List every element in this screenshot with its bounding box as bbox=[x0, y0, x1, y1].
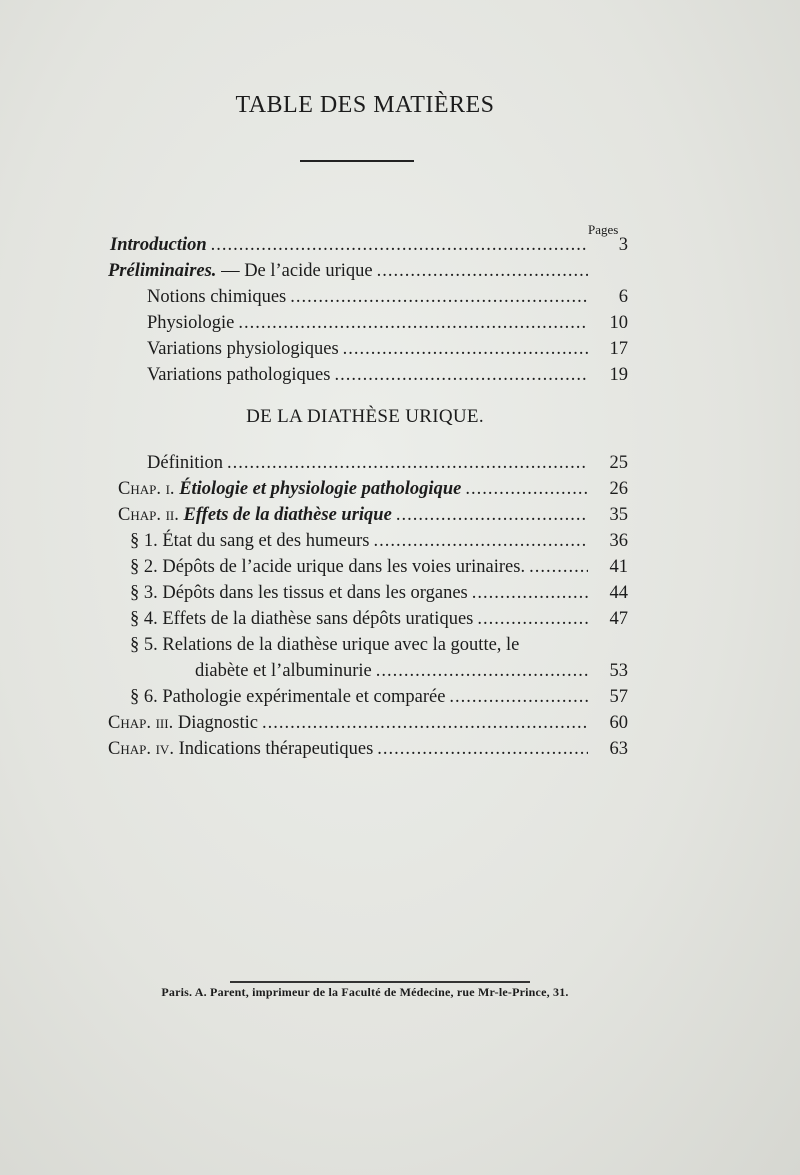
section-number: § 2. bbox=[130, 557, 158, 577]
dot-leader bbox=[373, 528, 588, 554]
toc-entry-label: § 3. Dépôts dans les tissus et dans les organes bbox=[130, 583, 468, 603]
dot-leader bbox=[343, 336, 588, 362]
toc-entry-notions-chimiques bbox=[147, 284, 628, 310]
toc-entry-definition bbox=[147, 450, 628, 476]
toc-entry-physiologie bbox=[147, 310, 628, 336]
dot-leader bbox=[449, 684, 588, 710]
toc-entry-page: 57 bbox=[609, 687, 628, 707]
section-number: § 5. bbox=[130, 635, 158, 655]
pages-column-label: Pages bbox=[588, 222, 619, 237]
toc-entry-label: § 1. État du sang et des humeurs bbox=[130, 531, 370, 551]
toc-entry-chap-4 bbox=[108, 736, 628, 762]
toc-entry-page: 19 bbox=[609, 365, 628, 385]
toc-entry-section-6 bbox=[130, 684, 628, 710]
dot-leader bbox=[472, 580, 588, 606]
toc-entry-page: 36 bbox=[609, 531, 628, 551]
toc-entry-label: Définition bbox=[147, 453, 224, 473]
chapter-number: Chap. iv. bbox=[108, 739, 174, 759]
toc-entry-section-5-cont bbox=[195, 658, 628, 684]
toc-entry-page: 44 bbox=[609, 583, 628, 603]
chapter-number: Chap. iii. bbox=[108, 713, 174, 733]
toc-entry-section-5 bbox=[130, 632, 519, 658]
toc-entry-label: Variations pathologiques bbox=[147, 365, 331, 385]
section-number: § 6. bbox=[130, 687, 158, 707]
toc-entry-section-2 bbox=[130, 554, 628, 580]
toc-entry-label: Variations physiologiques bbox=[147, 339, 339, 359]
toc-entry-page: 25 bbox=[609, 453, 628, 473]
toc-entry-preliminaires bbox=[108, 258, 628, 284]
toc-entry-page: 35 bbox=[609, 505, 628, 525]
toc-entry-page: 10 bbox=[609, 313, 628, 333]
toc-entry-label: Préliminaires. — De l’acide urique bbox=[108, 261, 373, 281]
section-number: § 1. bbox=[130, 531, 158, 551]
toc-entry-label: diabète et l’albuminurie bbox=[195, 661, 372, 681]
dot-leader bbox=[376, 658, 588, 684]
toc-entry-label: § 4. Effets de la diathèse sans dépôts uratiques bbox=[130, 609, 474, 629]
printer-imprint: Paris. A. Parent, imprimeur de la Faculté de Médecine, rue Mr-le-Prince, 31. bbox=[161, 985, 569, 999]
toc-entry-page: 26 bbox=[609, 479, 628, 499]
title-rule bbox=[300, 160, 414, 162]
toc-entry-section-3 bbox=[130, 580, 628, 606]
toc-entry-page: 60 bbox=[609, 713, 628, 733]
dot-leader bbox=[262, 710, 588, 736]
toc-entry-section-1 bbox=[130, 528, 628, 554]
toc-entry-label: Notions chimiques bbox=[147, 287, 287, 307]
footer-rule bbox=[230, 981, 530, 983]
dot-leader bbox=[211, 232, 588, 258]
toc-entry-page: 41 bbox=[609, 557, 628, 577]
toc-entry-label: § 2. Dépôts de l’acide urique dans les voies urinaires. bbox=[130, 557, 526, 577]
toc-entry-label: Physiologie bbox=[147, 313, 235, 333]
toc-entry-label: Chap. ii. Effets de la diathèse urique bbox=[118, 505, 392, 525]
section-heading: DE LA DIATHÈSE URIQUE. bbox=[246, 406, 484, 427]
dot-leader bbox=[377, 736, 588, 762]
dot-leader bbox=[227, 450, 588, 476]
toc-entry-label: Relations de la diathèse urique avec la goutte, le bbox=[162, 635, 520, 655]
toc-entry-page: 63 bbox=[609, 739, 628, 759]
toc-entry-variations-pathologiques bbox=[147, 362, 628, 388]
dot-leader bbox=[465, 476, 588, 502]
toc-entry-variations-physiologiques bbox=[147, 336, 628, 362]
toc-entry-label: Chap. i. Étiologie et physiologie pathologique bbox=[118, 479, 462, 499]
toc-entry-label: § 6. Pathologie expérimentale et comparée bbox=[130, 687, 446, 707]
dot-leader bbox=[238, 310, 588, 336]
toc-entry-section-4 bbox=[130, 606, 628, 632]
dot-leader bbox=[334, 362, 588, 388]
dot-leader bbox=[477, 606, 588, 632]
toc-entry-chap-1 bbox=[118, 476, 628, 502]
toc-entry-chap-3 bbox=[108, 710, 628, 736]
toc-entry-introduction bbox=[110, 232, 628, 258]
dot-leader bbox=[396, 502, 588, 528]
toc-entry-label: Introduction bbox=[110, 235, 207, 255]
toc-entry-page: 53 bbox=[609, 661, 628, 681]
toc-entry-page: 6 bbox=[618, 287, 628, 307]
chapter-number: Chap. ii. bbox=[118, 505, 179, 525]
section-number: § 4. bbox=[130, 609, 158, 629]
toc-entry-label: Chap. iv. Indications thérapeutiques bbox=[108, 739, 374, 759]
dot-leader bbox=[290, 284, 588, 310]
toc-entry-page: 17 bbox=[609, 339, 628, 359]
dot-leader bbox=[377, 258, 588, 284]
toc-entry-chap-2 bbox=[118, 502, 628, 528]
page-title: TABLE DES MATIÈRES bbox=[235, 92, 495, 118]
toc-entry-label: Chap. iii. Diagnostic bbox=[108, 713, 258, 733]
section-number: § 3. bbox=[130, 583, 158, 603]
toc-entry-page: 47 bbox=[609, 609, 628, 629]
chapter-number: Chap. i. bbox=[118, 479, 175, 499]
dot-leader bbox=[529, 554, 588, 580]
toc-entry-page: 3 bbox=[618, 235, 628, 255]
